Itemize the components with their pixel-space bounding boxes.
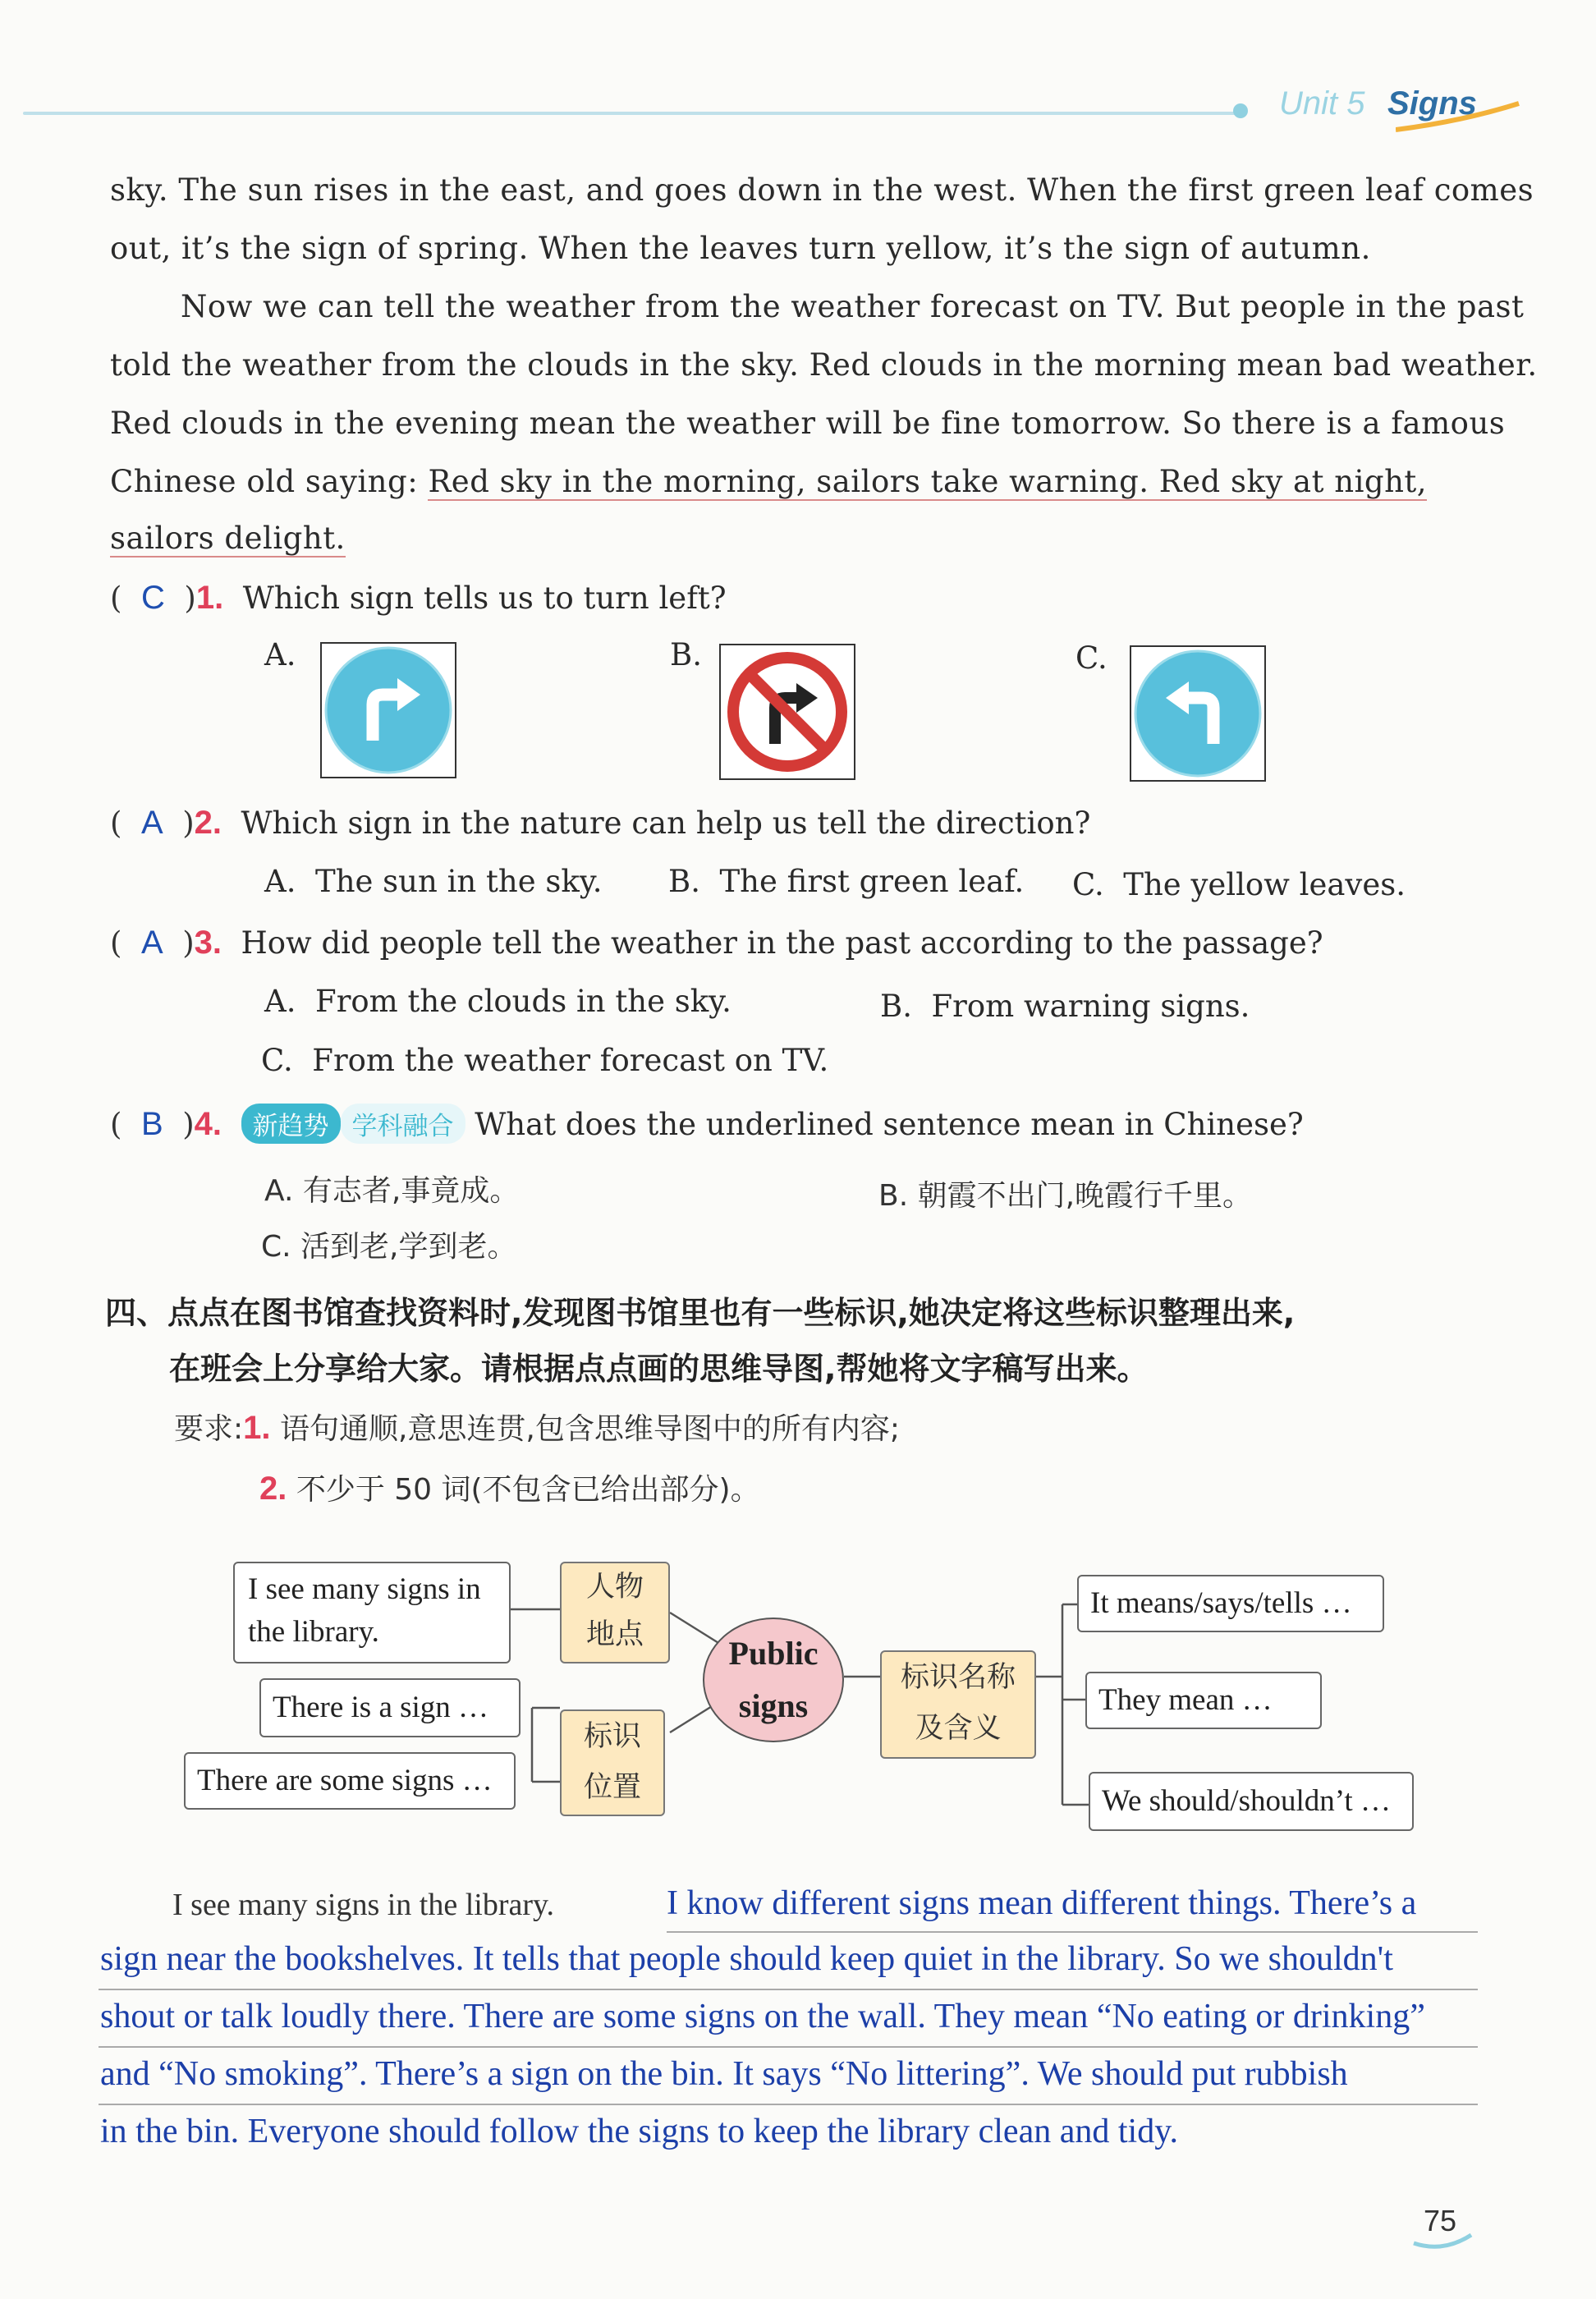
mindmap-center: Public signs — [703, 1618, 844, 1742]
q1-option-b-label: B. — [670, 637, 702, 672]
passage-saying-intro: Chinese old saying: — [110, 464, 429, 499]
q4-option-a: A. 有志者,事竟成。 — [264, 1174, 520, 1208]
essay-rule-2 — [99, 1989, 1478, 1990]
passage-line-3: Now we can tell the weather from the weather forecast on TV. But people in the past — [181, 289, 1525, 324]
q1-option-a-label: A. — [264, 637, 296, 672]
essay-given-sentence: I see many signs in the library. — [172, 1888, 555, 1922]
passage-line-4: told the weather from the clouds in the sky. Red clouds in the morning mean bad weather. — [110, 347, 1538, 383]
page-number-swoosh-icon — [1410, 2223, 1476, 2256]
passage-line-1: sky. The sun rises in the east, and goes down in the west. When the first green leaf comes — [110, 172, 1534, 208]
essay-line-4: and “No smoking”. There’s a sign on the bin. It says “No littering”. We should put rubbish — [100, 2055, 1348, 2093]
passage-line-2: out, it’s the sign of spring. When the leaves turn yellow, it’s the sign of autumn. — [110, 231, 1371, 266]
question-text-2: Which sign in the nature can help us tell the direction? — [241, 805, 1091, 841]
q1-option-c-label: C. — [1075, 640, 1108, 676]
answer-1: C — [140, 580, 165, 616]
q3-option-a: A. From the clouds in the sky. — [264, 984, 732, 1019]
essay-line-3: shout or talk loudly there. There are some signs on the wall. They mean “No eating or drinking” — [100, 1998, 1425, 2035]
q4-option-c: C. 活到老,学到老。 — [261, 1230, 517, 1264]
requirement-1: 要求:1. 语句通顺,意思连贯,包含思维导图中的所有内容; — [174, 1410, 900, 1446]
requirement-2: 2. 不少于 50 词(不包含已给出部分)。 — [259, 1471, 760, 1507]
essay-rule-3 — [99, 2046, 1478, 2048]
question-text-1: Which sign tells us to turn left? — [242, 580, 727, 616]
q4-option-b: B. 朝霞不出门,晚霞行千里。 — [878, 1179, 1253, 1213]
answer-3: A — [140, 925, 163, 961]
header-title: Signs — [1387, 85, 1477, 122]
question-3: ( A )3. How did people tell the weather in the past according to the passage? — [110, 925, 1323, 961]
question-text-3: How did people tell the weather in the past according to the passage? — [241, 925, 1323, 961]
underlined-sentence-end: sailors delight. — [110, 521, 346, 556]
essay-line-5: in the bin. Everyone should follow the signs to keep the library clean and tidy. — [100, 2113, 1178, 2150]
mindmap-intro-box: I see many signs in the library. — [233, 1562, 511, 1663]
question-number-2: 2. — [194, 805, 222, 841]
mindmap-name-meaning: 标识名称 及含义 — [880, 1650, 1036, 1759]
underlined-sentence: Red sky in the morning, sailors take warning. Red sky at night, — [428, 464, 1428, 499]
question-number-3: 3. — [194, 925, 222, 961]
q2-option-c: C. The yellow leaves. — [1072, 867, 1406, 902]
q2-option-a: A. The sun in the sky. — [264, 864, 603, 899]
mindmap-sign-position: 标识 位置 — [560, 1709, 665, 1816]
mindmap-should: We should/shouldn’t … — [1089, 1772, 1414, 1831]
question-1: ( C )1. Which sign tells us to turn left? — [110, 580, 727, 616]
essay-rule-1 — [667, 1931, 1478, 1933]
essay-line-2: sign near the bookshelves. It tells that people should keep quiet in the library. So we shouldn't — [100, 1940, 1393, 1978]
mindmap-there-are: There are some signs … — [184, 1752, 516, 1810]
cross-subject-tag: 学科融合 — [341, 1104, 466, 1144]
requirement-label: 要求: — [174, 1412, 244, 1446]
header-unit: Unit 5 — [1279, 85, 1365, 122]
mindmap-they-mean: They mean … — [1085, 1672, 1322, 1729]
section4-title-line-1: 四、点点在图书馆查找资料时,发现图书馆里也有一些标识,她决定将这些标识整理出来, — [105, 1295, 1296, 1331]
mindmap-there-is: There is a sign … — [259, 1678, 521, 1737]
question-number-4: 4. — [194, 1106, 222, 1142]
answer-2: A — [140, 805, 163, 841]
question-2: ( A )2. Which sign in the nature can help us tell the direction? — [110, 805, 1091, 841]
passage-line-5: Red clouds in the evening mean the weather will be fine tomorrow. So there is a famous — [110, 406, 1506, 441]
essay-rule-4 — [99, 2104, 1478, 2105]
q3-option-b: B. From warning signs. — [880, 989, 1250, 1024]
mindmap-person-place: 人物 地点 — [560, 1562, 670, 1663]
mindmap-means: It means/says/tells … — [1077, 1575, 1384, 1632]
question-number-1: 1. — [195, 580, 224, 616]
q2-option-b: B. The first green leaf. — [668, 864, 1025, 899]
question-4: ( B )4. 新趋势 学科融合 What does the underlined sentence mean in Chinese? — [110, 1104, 1304, 1144]
question-text-4: What does the underlined sentence mean in Chinese? — [475, 1107, 1304, 1142]
answer-4: B — [140, 1106, 163, 1142]
essay-line-1: I know different signs mean different things. There’s a — [667, 1884, 1417, 1922]
page-number: 75 — [1423, 2204, 1456, 2237]
q3-option-c: C. From the weather forecast on TV. — [261, 1043, 829, 1078]
section4-title-line-2: 在班会上分享给大家。请根据点点画的思维导图,帮她将文字稿写出来。 — [169, 1351, 1149, 1387]
new-trend-tag: 新趋势 — [241, 1104, 341, 1144]
